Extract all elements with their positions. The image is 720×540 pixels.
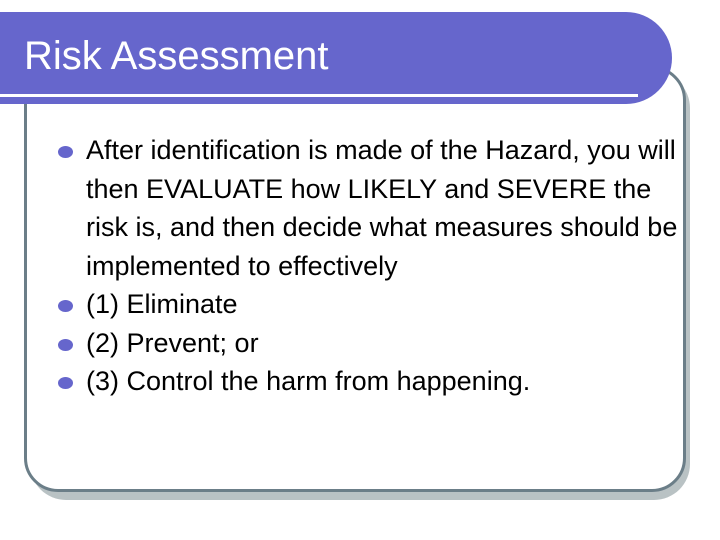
bullet-item	[58, 131, 678, 285]
bullet-dot-icon	[58, 146, 73, 158]
bullet-item	[58, 285, 678, 324]
bullet-text: (1) Eliminate	[86, 289, 238, 319]
bullet-dot-icon	[58, 377, 73, 389]
bullet-text: After identification is made of the Hazard, you will then EVALUATE how LIKELY and SEVERE the risk is, and then decide what measures should be implemented to effectively	[86, 135, 678, 281]
bullet-dot-icon	[58, 339, 73, 351]
bullet-dot-icon	[58, 300, 73, 312]
bullet-text: (2) Prevent; or	[86, 327, 259, 358]
bullet-item	[58, 362, 678, 401]
bullet-list	[58, 131, 678, 401]
bullet-item	[58, 324, 678, 363]
title-underline	[0, 94, 638, 97]
bullet-text: (3) Control the harm from happening.	[86, 366, 531, 396]
slide-title: Risk Assessment	[24, 34, 329, 78]
